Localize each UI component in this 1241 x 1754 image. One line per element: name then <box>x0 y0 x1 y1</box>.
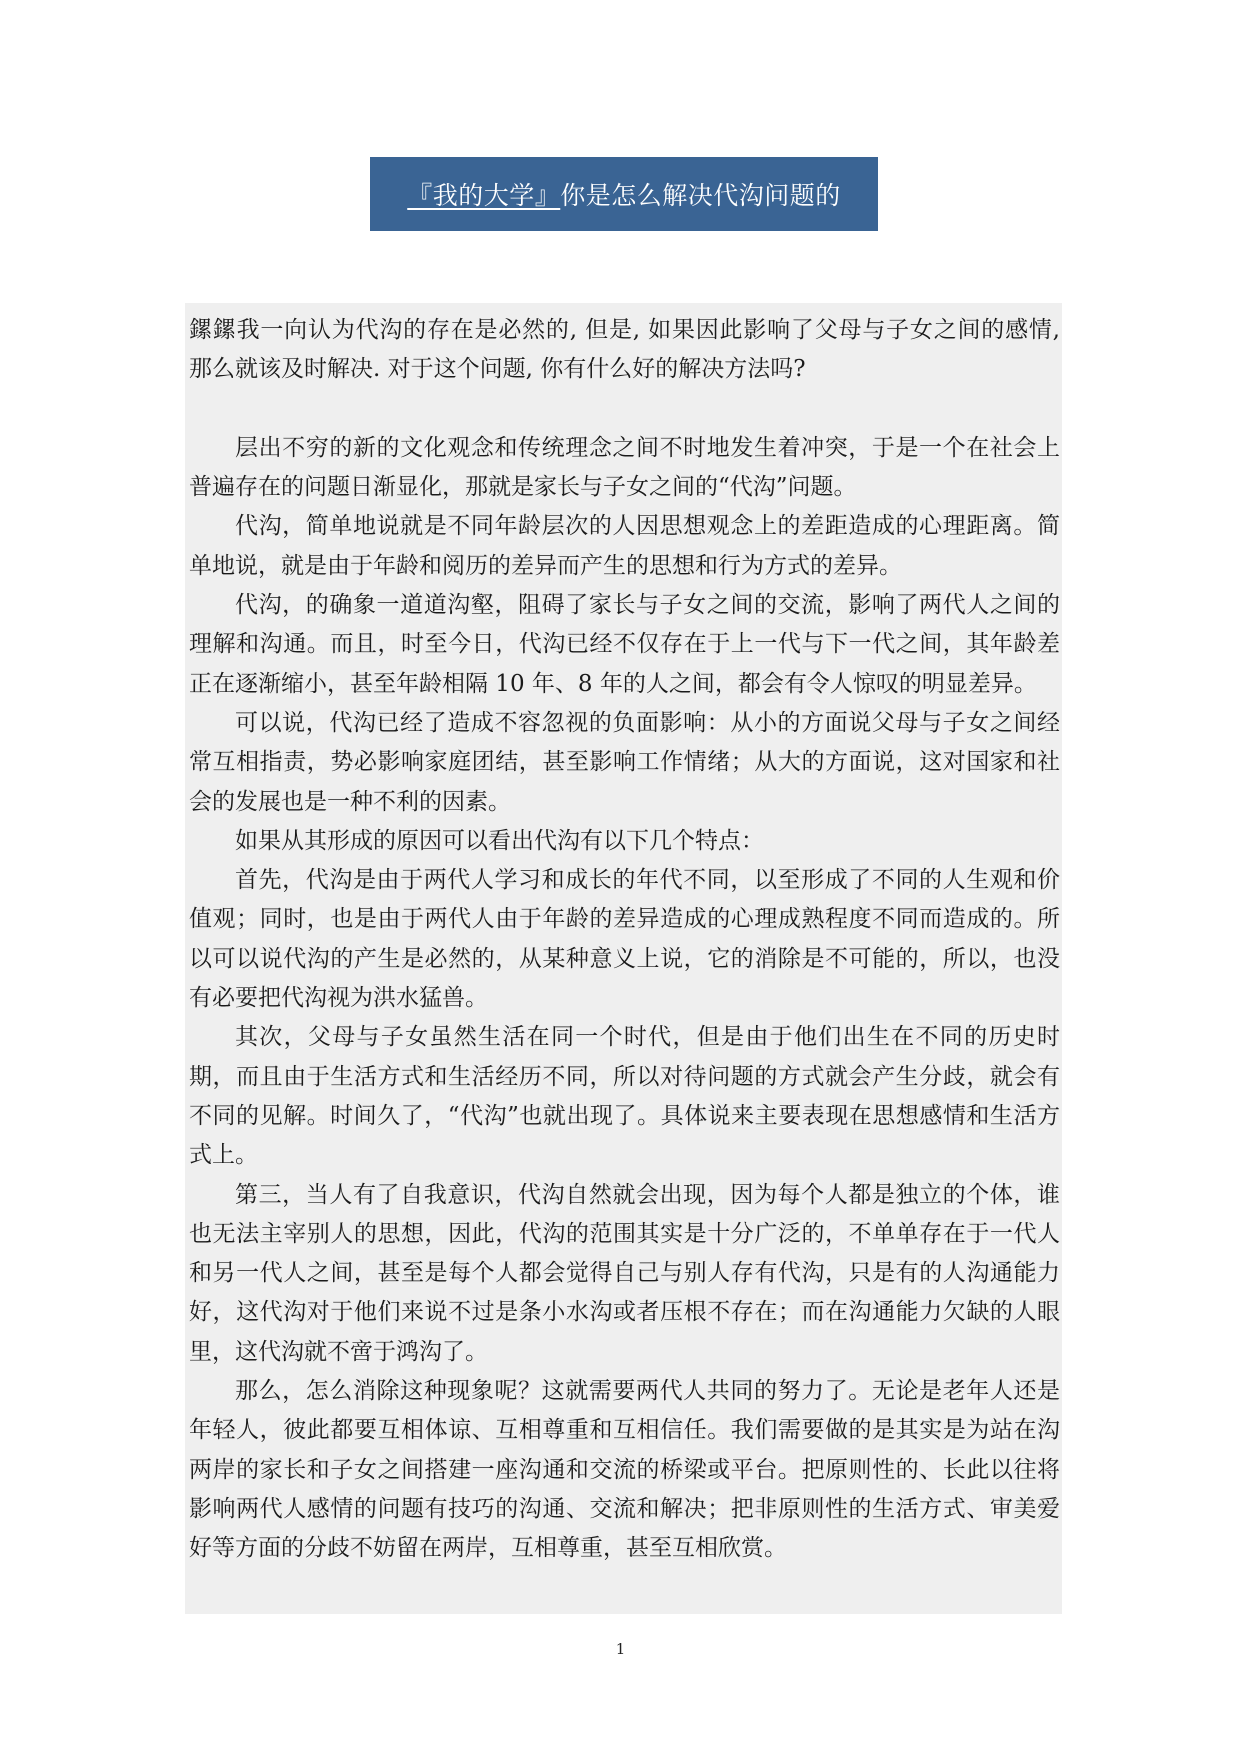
paragraph: 如果从其形成的原因可以看出代沟有以下几个特点： <box>235 827 764 854</box>
paragraph: 可以说，代沟已经了造成不容忽视的负面影响：从小的方面说父母与子女之间经常互相指责，势必影响家庭团结，甚至影响工作情绪；从大的方面说，这对国家和社会的发展也是一种不利的因素。 <box>189 709 1060 815</box>
title-text: 你是怎么解决代沟问题的 <box>560 181 841 210</box>
paragraph: 层出不穷的新的文化观念和传统理念之间不时地发生着冲突，于是一个在社会上普遍存在的问题日渐显化，那就是家长与子女之间的“代沟”问题。 <box>189 434 1060 501</box>
article-body <box>185 303 1062 1614</box>
paragraph: 代沟，的确象一道道沟壑，阻碍了家长与子女之间的交流，影响了两代人之间的理解和沟通。而且，时至今日，代沟已经不仅存在于上一代与下一代之间，其年龄差正在逐渐缩小，甚至年龄相隔 10 年、8 年的人之间，都会有令人惊叹的明显差异。 <box>189 592 1060 697</box>
document-title <box>370 157 878 231</box>
paragraph: 第三，当人有了自我意识，代沟自然就会出现，因为每个人都是独立的个体，谁也无法主宰别人的思想，因此，代沟的范围其实是十分广泛的，不单单存在于一代人和另一代人之间，甚至是每个人都会觉得自己与别人存有代沟，只是有的人沟通能力好，这代沟对于他们来说不过是条小水沟或者压根不存在；而在沟通能力欠缺的人眼里，这代沟就不啻于鸿沟了。 <box>189 1181 1060 1365</box>
paragraph: 代沟，简单地说就是不同年龄层次的人因思想观念上的差距造成的心理距离。简单地说，就是由于年龄和阅历的差异而产生的思想和行为方式的差异。 <box>189 513 1060 579</box>
paragraph: 那么，怎么消除这种现象呢？这就需要两代人共同的努力了。无论是老年人还是年轻人，彼此都要互相体谅、互相尊重和互相信任。我们需要做的是其实是为站在沟两岸的家长和子女之间搭建一座沟通和交流的桥梁或平台。把原则性的、长此以往将影响两代人感情的问题有技巧的沟通、交流和解决；把非原则性的生活方式、审美爱好等方面的分歧不妨留在两岸，互相尊重，甚至互相欣赏。 <box>189 1378 1060 1562</box>
title-link-text[interactable]: 『我的大学』 <box>407 181 561 210</box>
intro-question: 鏍鏍我一向认为代沟的存在是必然的, 但是, 如果因此影响了父母与子女之间的感情, 那么就该及时解决. 对于这个问题, 你有什么好的解决方法吗? <box>189 317 1060 383</box>
paragraph: 首先，代沟是由于两代人学习和成长的年代不同，以至形成了不同的人生观和价值观；同时，也是由于两代人由于年龄的差异造成的心理成熟程度不同而造成的。所以可以说代沟的产生是必然的，从某种意义上说，它的消除是不可能的，所以，也没有必要把代沟视为洪水猛兽。 <box>189 867 1060 1012</box>
paragraph: 其次，父母与子女虽然生活在同一个时代，但是由于他们出生在不同的历史时期，而且由于生活方式和生活经历不同，所以对待问题的方式就会产生分歧，就会有不同的见解。时间久了，“代沟”也就出现了。具体说来主要表现在思想感情和生活方式上。 <box>189 1024 1060 1169</box>
page-number: 1 <box>615 1640 626 1658</box>
